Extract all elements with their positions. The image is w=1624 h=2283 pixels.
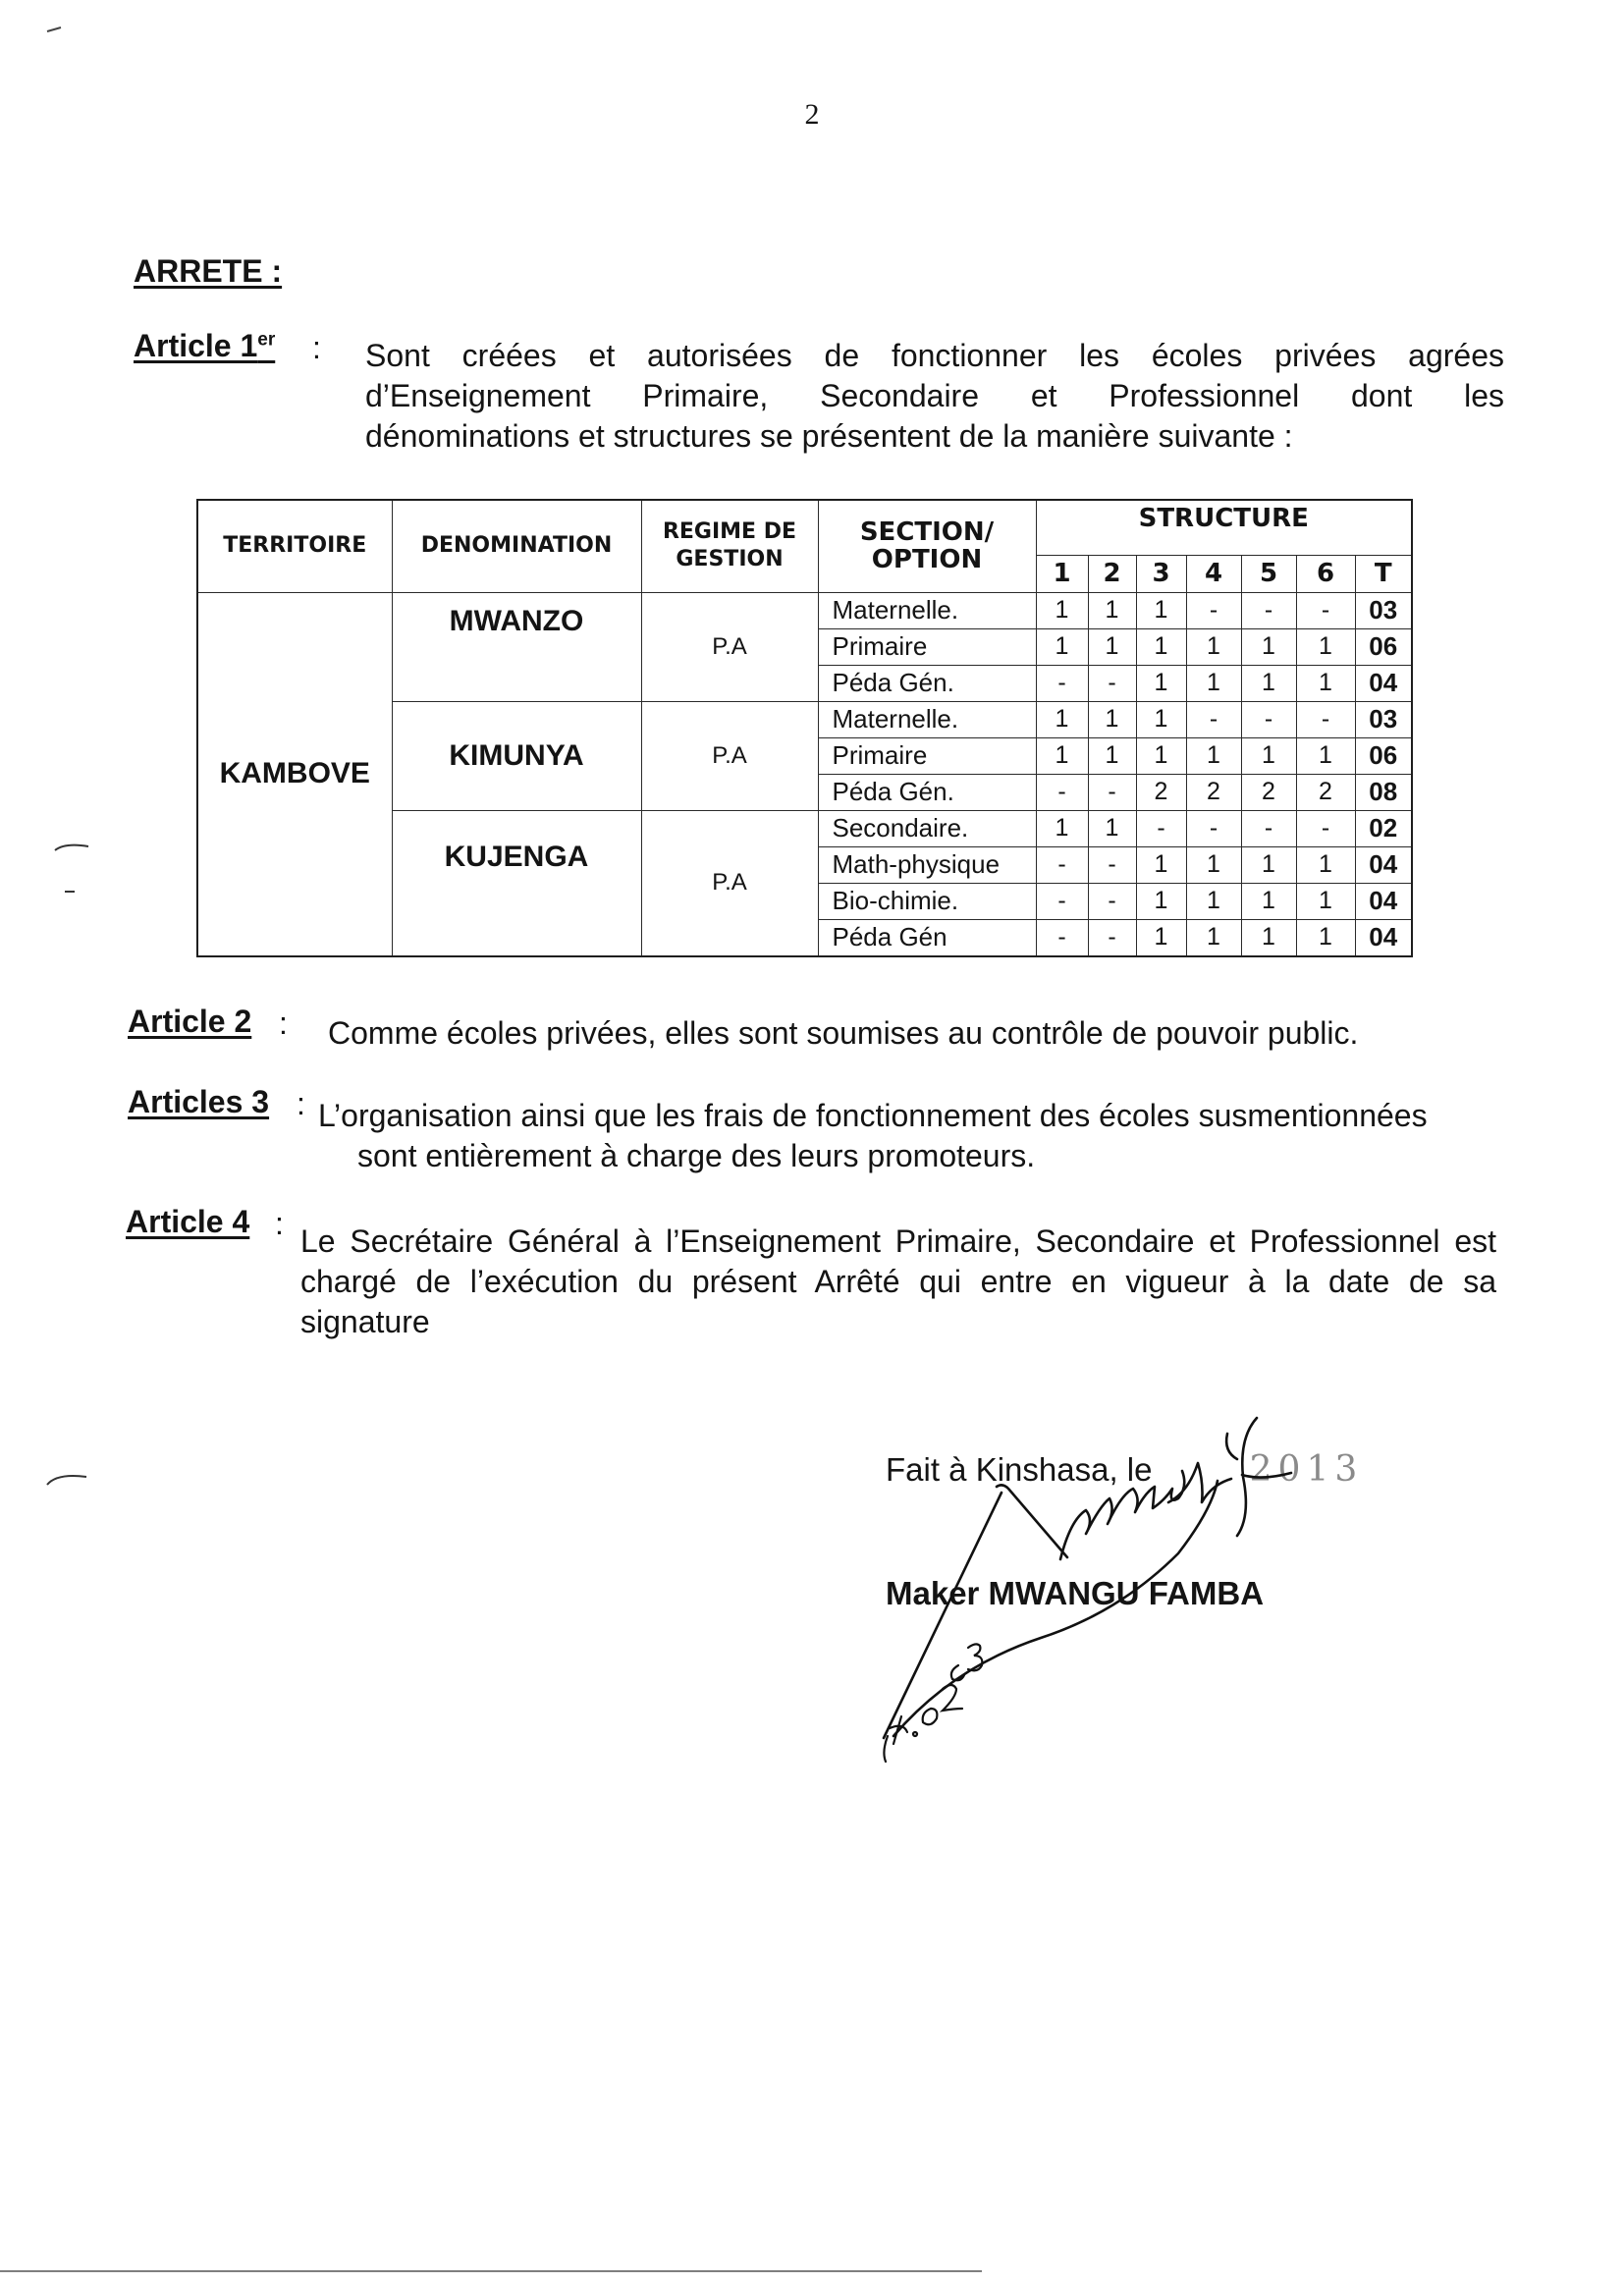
- section-cell: Primaire: [818, 628, 1036, 665]
- article-2-separator: :: [279, 1006, 288, 1041]
- year-cell: 1: [1136, 883, 1186, 919]
- header-total: T: [1355, 555, 1412, 592]
- decree-heading: ARRETE :: [134, 253, 283, 289]
- year-cell: -: [1036, 919, 1088, 956]
- section-cell: Math-physique: [818, 846, 1036, 883]
- article-3-label: Articles 3: [128, 1084, 270, 1119]
- year-cell: 1: [1136, 701, 1186, 737]
- year-cell: 1: [1136, 665, 1186, 701]
- place-date-line: Fait à Kinshasa, le 2013: [886, 1449, 1364, 1490]
- page-number: 2: [804, 98, 820, 131]
- year-cell: 1: [1136, 737, 1186, 774]
- school-name: KUJENGA: [392, 810, 641, 956]
- year-cell: -: [1241, 701, 1296, 737]
- article-1-label: Article 1er: [134, 328, 276, 363]
- header-year-2: 2: [1088, 555, 1136, 592]
- year-cell: -: [1088, 846, 1136, 883]
- header-territory: TERRITOIRE: [197, 500, 392, 592]
- year-cell: 1: [1036, 737, 1088, 774]
- total-cell: 04: [1355, 883, 1412, 919]
- year-cell: 1: [1136, 628, 1186, 665]
- year-cell: -: [1088, 774, 1136, 810]
- section-cell: Primaire: [818, 737, 1036, 774]
- year-cell: -: [1296, 810, 1355, 846]
- total-cell: 03: [1355, 592, 1412, 628]
- year-cell: 2: [1186, 774, 1241, 810]
- article-1-separator: :: [312, 330, 321, 365]
- year-cell: 1: [1186, 737, 1241, 774]
- total-cell: 04: [1355, 919, 1412, 956]
- year-cell: 1: [1088, 737, 1136, 774]
- year-cell: 1: [1036, 628, 1088, 665]
- year-cell: 1: [1088, 701, 1136, 737]
- year-cell: 2: [1241, 774, 1296, 810]
- table-row: [197, 592, 1412, 628]
- year-cell: 2: [1296, 774, 1355, 810]
- year-cell: 1: [1241, 846, 1296, 883]
- year-cell: -: [1036, 883, 1088, 919]
- total-cell: 03: [1355, 701, 1412, 737]
- article-1-text-last: dénominations et structures se présentent de la manière suivante :: [365, 418, 1293, 454]
- year-cell: 1: [1036, 592, 1088, 628]
- header-structure: STRUCTURE: [1036, 500, 1412, 555]
- article-2-text: Comme écoles privées, elles sont soumises au contrôle de pouvoir public.: [328, 1015, 1359, 1051]
- header-denomination: DENOMINATION: [392, 500, 641, 592]
- year-cell: 1: [1186, 883, 1241, 919]
- regime-cell: P.A: [641, 701, 818, 810]
- year-cell: 1: [1186, 628, 1241, 665]
- section-cell: Maternelle.: [818, 592, 1036, 628]
- year-cell: 1: [1136, 919, 1186, 956]
- handwritten-signature: [844, 1414, 1434, 1846]
- section-cell: Péda Gén.: [818, 665, 1036, 701]
- regime-cell: P.A: [641, 592, 818, 701]
- schools-structure-table: [196, 499, 1413, 957]
- header-year-6: 6: [1296, 555, 1355, 592]
- header-year-1: 1: [1036, 555, 1088, 592]
- year-cell: 1: [1036, 810, 1088, 846]
- regime-cell: P.A: [641, 810, 818, 956]
- year-cell: 1: [1088, 628, 1136, 665]
- section-cell: Bio-chimie.: [818, 883, 1036, 919]
- year-cell: -: [1088, 919, 1136, 956]
- total-cell: 02: [1355, 810, 1412, 846]
- school-name: MWANZO: [392, 592, 641, 701]
- year-cell: -: [1186, 810, 1241, 846]
- year-cell: 1: [1241, 628, 1296, 665]
- school-name: KIMUNYA: [392, 701, 641, 810]
- date-stamp: 2013: [1249, 1449, 1364, 1490]
- section-cell: Péda Gén: [818, 919, 1036, 956]
- year-cell: -: [1186, 592, 1241, 628]
- header-section: SECTION/ OPTION: [818, 500, 1036, 592]
- article-2-label: Article 2: [128, 1004, 252, 1039]
- year-cell: -: [1296, 701, 1355, 737]
- article-4-separator: :: [275, 1206, 284, 1241]
- year-cell: 1: [1241, 883, 1296, 919]
- year-cell: 1: [1296, 628, 1355, 665]
- article-3-text: L’organisation ainsi que les frais de fonctionnement des écoles susmentionnées sont entièrement à charge des leurs promoteurs.: [318, 1098, 1428, 1173]
- header-year-5: 5: [1241, 555, 1296, 592]
- section-cell: Secondaire.: [818, 810, 1036, 846]
- year-cell: 1: [1036, 701, 1088, 737]
- year-cell: 1: [1241, 665, 1296, 701]
- year-cell: -: [1241, 592, 1296, 628]
- year-cell: 1: [1136, 592, 1186, 628]
- year-cell: -: [1036, 665, 1088, 701]
- total-cell: 06: [1355, 628, 1412, 665]
- year-cell: -: [1136, 810, 1186, 846]
- signatory-name: Maker MWANGU FAMBA: [886, 1575, 1265, 1611]
- year-cell: 1: [1088, 810, 1136, 846]
- year-cell: -: [1296, 592, 1355, 628]
- article-4-label: Article 4: [126, 1204, 250, 1239]
- year-cell: 1: [1186, 665, 1241, 701]
- year-cell: -: [1186, 701, 1241, 737]
- year-cell: 1: [1296, 665, 1355, 701]
- year-cell: 1: [1088, 592, 1136, 628]
- article-4-text-last: signature: [300, 1304, 430, 1339]
- year-cell: 1: [1296, 846, 1355, 883]
- total-cell: 06: [1355, 737, 1412, 774]
- header-regime: REGIME DE GESTION: [641, 500, 818, 592]
- header-year-4: 4: [1186, 555, 1241, 592]
- year-cell: -: [1241, 810, 1296, 846]
- year-cell: 1: [1186, 919, 1241, 956]
- year-cell: 1: [1296, 919, 1355, 956]
- total-cell: 04: [1355, 665, 1412, 701]
- year-cell: -: [1036, 774, 1088, 810]
- section-cell: Maternelle.: [818, 701, 1036, 737]
- article-3-separator: :: [297, 1086, 305, 1121]
- year-cell: 2: [1136, 774, 1186, 810]
- territory-cell: KAMBOVE: [197, 592, 392, 956]
- year-cell: 1: [1136, 846, 1186, 883]
- year-cell: -: [1036, 846, 1088, 883]
- year-cell: 1: [1186, 846, 1241, 883]
- article-1-text: Sont créées et autorisées de fonctionner les écoles privées agrées d’Enseignement Primaire, Secondaire et Professionnel dont les: [365, 338, 1504, 413]
- year-cell: -: [1088, 883, 1136, 919]
- year-cell: 1: [1296, 737, 1355, 774]
- year-cell: 1: [1241, 737, 1296, 774]
- total-cell: 08: [1355, 774, 1412, 810]
- article-4-text: Le Secrétaire Général à l’Enseignement Primaire, Secondaire et Professionnel est chargé de l’exécution du présent Arrêté qui entre en vigueur à la date de sa: [300, 1223, 1496, 1299]
- header-year-3: 3: [1136, 555, 1186, 592]
- year-cell: 1: [1296, 883, 1355, 919]
- year-cell: -: [1088, 665, 1136, 701]
- total-cell: 04: [1355, 846, 1412, 883]
- section-cell: Péda Gén.: [818, 774, 1036, 810]
- year-cell: 1: [1241, 919, 1296, 956]
